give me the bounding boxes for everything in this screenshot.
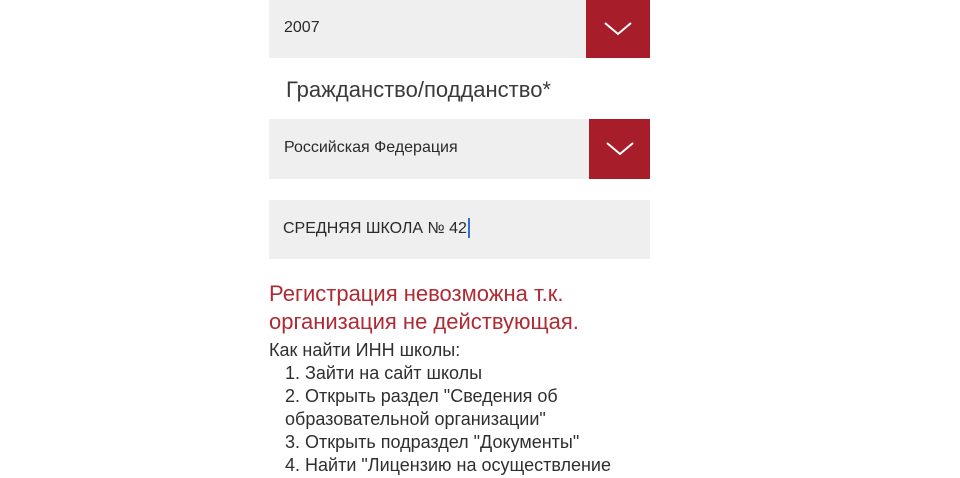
- citizenship-select[interactable]: [269, 119, 650, 179]
- school-name-input-value: СРЕДНЯЯ ШКОЛА № 42: [283, 200, 470, 257]
- school-name-input[interactable]: [269, 200, 650, 259]
- help-step-line: 4. Найти "Лицензию на осуществление: [285, 455, 611, 475]
- registration-error-message: [269, 280, 579, 336]
- help-step-line: образовательной организации": [285, 409, 546, 429]
- citizenship-dropdown-button[interactable]: [589, 119, 650, 179]
- citizenship-select-value: Российская Федерация: [284, 139, 458, 156]
- year-select-dropdown-button[interactable]: [586, 0, 650, 58]
- help-heading: Как найти ИНН школы:: [269, 340, 461, 360]
- year-select[interactable]: [269, 0, 650, 58]
- chevron-down-icon: [605, 141, 635, 157]
- text-caret: [468, 218, 470, 238]
- citizenship-label: Гражданство/подданство*: [286, 77, 551, 102]
- help-step-line: 1. Зайти на сайт школы: [285, 363, 483, 383]
- chevron-down-icon: [603, 21, 633, 37]
- error-line: организация не действующая.: [269, 309, 579, 334]
- inn-help-text: [269, 339, 611, 477]
- year-select-value: 2007: [284, 19, 320, 36]
- help-steps-list: [269, 362, 611, 477]
- help-step-line: 2. Открыть раздел "Сведения об: [285, 386, 558, 406]
- help-step-line: 3. Открыть подраздел "Документы": [285, 432, 580, 452]
- error-line: Регистрация невозможна т.к.: [269, 281, 564, 306]
